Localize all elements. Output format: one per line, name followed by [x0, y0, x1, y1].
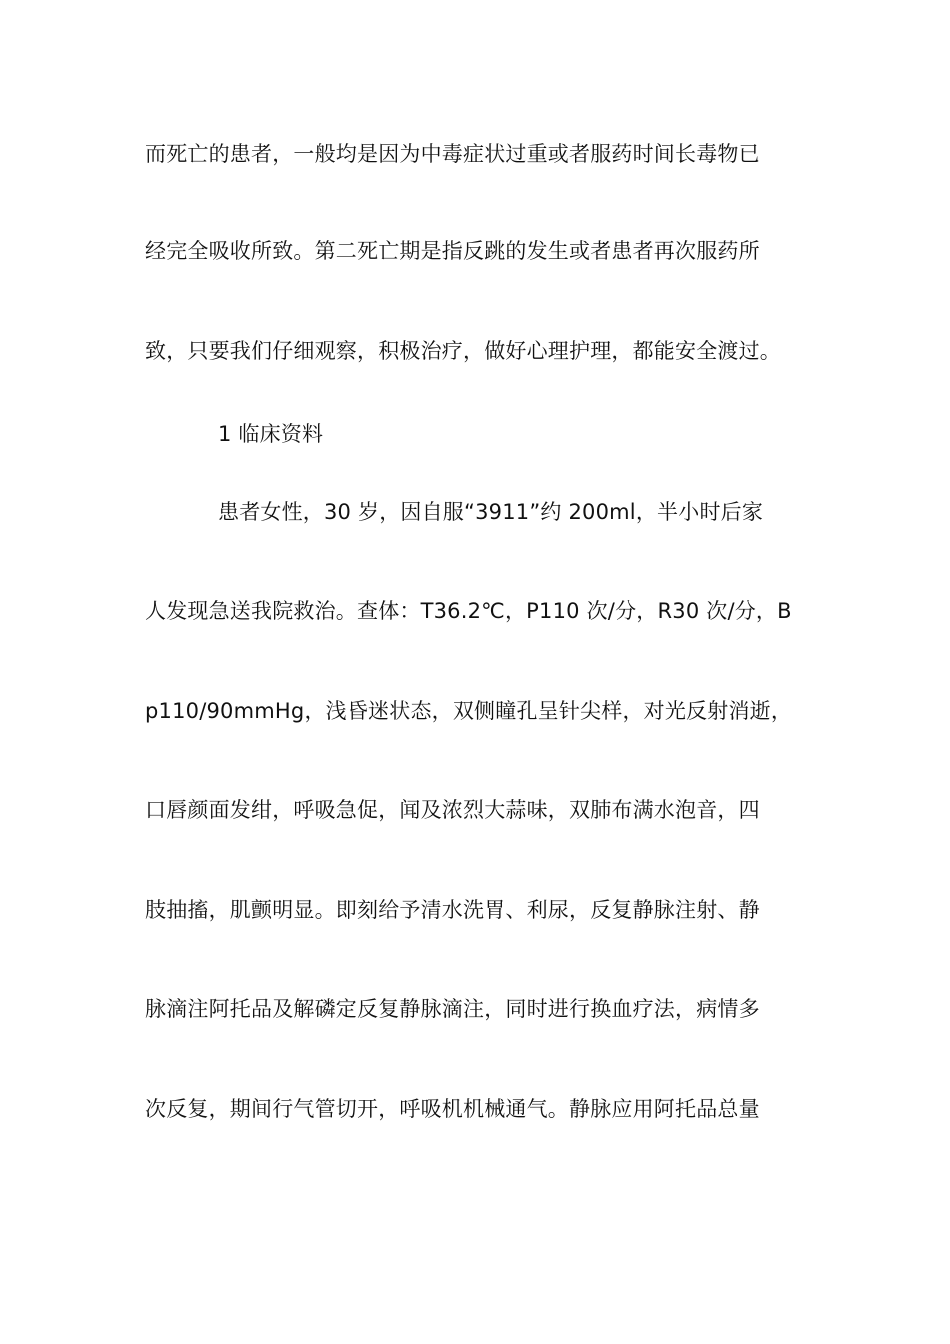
section-line-7: 次反复，期间行气管切开，呼吸机机械通气。静脉应用阿托品总量: [145, 1097, 760, 1121]
section-line-3: p110/90mmHg，浅昏迷状态，双侧瞳孔呈针尖样，对光反射消逝，: [145, 699, 793, 723]
paragraph-line-2: 经完全吸收所致。第二死亡期是指反跳的发生或者患者再次服药所: [145, 239, 760, 263]
section-line-2: 人发现急送我院救治。查体：T36.2℃，P110 次/分，R30 次/分，B: [145, 599, 792, 623]
paragraph-line-3: 致，只要我们仔细观察，积极治疗，做好心理护理，都能安全渡过。: [145, 339, 781, 363]
section-line-4: 口唇颜面发绀，呼吸急促，闻及浓烈大蒜味，双肺布满水泡音，四: [145, 798, 760, 822]
paragraph-line-1: 而死亡的患者，一般均是因为中毒症状过重或者服药时间长毒物已: [145, 142, 760, 166]
section-heading: 1 临床资料: [218, 422, 324, 446]
section-line-5: 肢抽搐，肌颤明显。即刻给予清水洗胃、利尿，反复静脉注射、静: [145, 898, 760, 922]
section-line-6: 脉滴注阿托品及解磷定反复静脉滴注，同时进行换血疗法，病情多: [145, 997, 760, 1021]
section-line-1: 患者女性，30 岁，因自服“3911”约 200ml，半小时后家: [218, 500, 764, 524]
